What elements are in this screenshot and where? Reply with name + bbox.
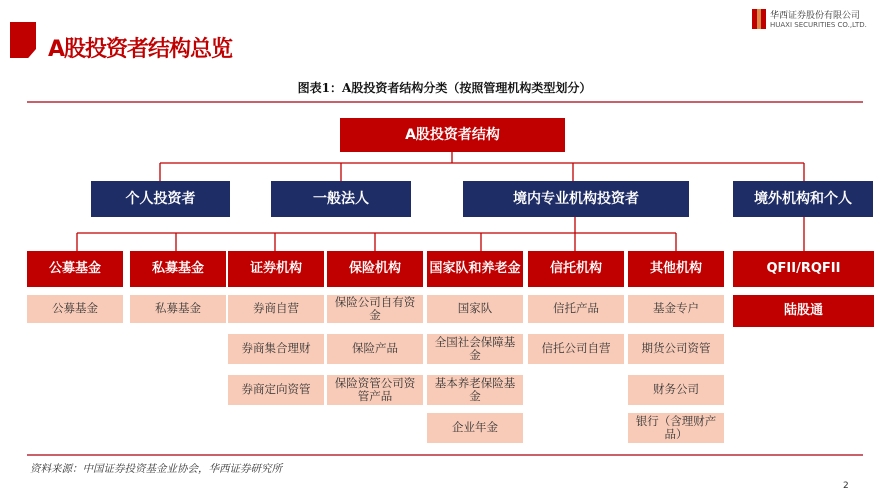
investor-type-item: 国家队 — [427, 295, 523, 323]
subcategory-header-foreign: QFII/RQFII — [733, 251, 874, 287]
category-general-corporate: 一般法人 — [271, 181, 411, 217]
subcategory-header: 公募基金 — [27, 251, 123, 287]
investor-type-item: 基金专户 — [628, 295, 724, 323]
category-individual: 个人投资者 — [91, 181, 230, 217]
category-domestic-institutional: 境内专业机构投资者 — [463, 181, 689, 217]
investor-type-item: 信托产品 — [528, 295, 624, 323]
logo-cn: 华西证券股份有限公司 — [770, 11, 861, 21]
subcategory-header: 保险机构 — [327, 251, 423, 287]
investor-type-item: 私募基金 — [130, 295, 226, 323]
investor-type-item: 券商集合理财 — [228, 334, 324, 364]
investor-type-item: 基本养老保险基金 — [427, 375, 523, 405]
figure-title: 图表1：A股投资者结构分类（按照管理机构类型划分） — [297, 81, 592, 95]
investor-type-item: 财务公司 — [628, 375, 724, 405]
root-node: A股投资者结构 — [340, 118, 565, 152]
investor-type-item: 保险产品 — [327, 334, 423, 364]
investor-type-item: 银行（含理财产品） — [628, 413, 724, 443]
investor-type-item: 券商定向资管 — [228, 375, 324, 405]
investor-type-item: 公募基金 — [27, 295, 123, 323]
investor-type-item: 企业年金 — [427, 413, 523, 443]
subcategory-header: 信托机构 — [528, 251, 624, 287]
investor-type-item: 券商自营 — [228, 295, 324, 323]
investor-type-item: 保险资管公司资管产品 — [327, 375, 423, 405]
subcategory-header: 国家队和养老金 — [427, 251, 523, 287]
subcategory-header: 其他机构 — [628, 251, 724, 287]
logo-en: HUAXI SECURITIES CO.,LTD. — [770, 21, 867, 29]
page-title: A股投资者结构总览 — [48, 37, 233, 62]
investor-type-item: 信托公司自营 — [528, 334, 624, 364]
investor-type-item: 保险公司自有资金 — [327, 295, 423, 323]
investor-type-item: 全国社会保障基金 — [427, 334, 523, 364]
source-note: 资料来源：中国证券投资基金业协会，华西证券研究所 — [30, 463, 282, 475]
investor-type-item-foreign: 陆股通 — [733, 295, 874, 327]
page-number: 2 — [843, 481, 849, 491]
investor-type-item: 期货公司资管 — [628, 334, 724, 364]
subcategory-header: 证券机构 — [228, 251, 324, 287]
category-foreign: 境外机构和个人 — [733, 181, 873, 217]
subcategory-header: 私募基金 — [130, 251, 226, 287]
